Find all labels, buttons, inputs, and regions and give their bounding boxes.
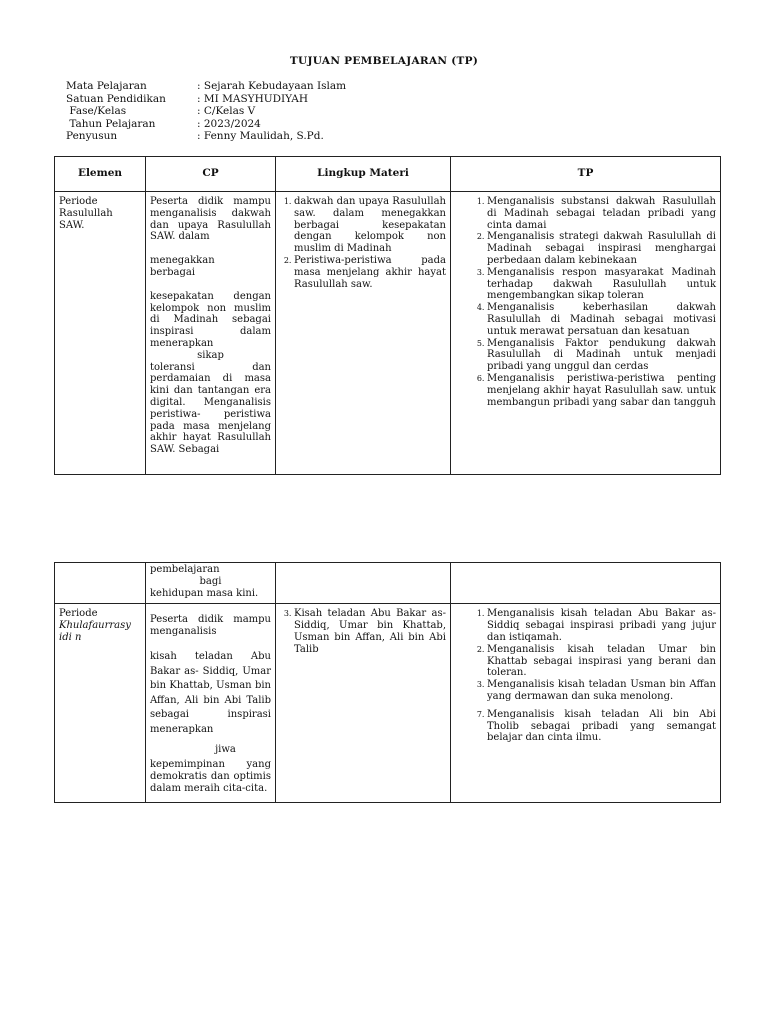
list-item: 2. Menganalisis strategi dakwah Rasulullah di Madinah sebagai inspirasi menghargai perbedaan dalam kebinekaan	[487, 231, 716, 266]
table-row	[55, 563, 721, 604]
cp-cell	[146, 604, 276, 803]
meta-value: : Sejarah Kebudayaan Islam	[197, 80, 347, 92]
list-item: 2. Peristiwa-peristiwa pada masa menjelang akhir hayat Rasulullah saw.	[294, 255, 446, 290]
cp-cell	[146, 563, 276, 604]
lingkup-materi-cell	[276, 563, 451, 604]
cp-text: kehidupan masa kini.	[150, 587, 259, 599]
meta-row-author	[66, 130, 346, 143]
list-item: 1. Menganalisis kisah teladan Abu Bakar as- Siddiq sebagai inspirasi pribadi yang jujur dan istiqamah.	[487, 608, 716, 643]
table-row	[55, 604, 721, 803]
elemen-text: Periode	[59, 608, 98, 620]
lingkup-materi-list	[280, 608, 446, 655]
header-elemen: Elemen	[55, 157, 146, 192]
tp-table-page-2	[54, 562, 721, 803]
header-lingkup-materi: Lingkup Materi	[276, 157, 451, 192]
meta-value: : C/Kelas V	[197, 105, 256, 117]
elemen-text: Khulafaurrasy idi n	[59, 620, 131, 643]
tp-list	[455, 608, 716, 744]
elemen-cell	[55, 604, 146, 803]
list-item: 1. Menganalisis substansi dakwah Rasulullah di Madinah sebagai teladan pribadi yang cinta damai	[487, 196, 716, 231]
meta-row-phase	[66, 105, 346, 118]
meta-label: Penyusun	[66, 130, 118, 142]
table-header-row	[55, 157, 721, 192]
list-item: 3. Menganalisis kisah teladan Usman bin Affan yang dermawan dan suka menolong.	[487, 679, 716, 703]
cp-cell	[146, 192, 276, 475]
meta-row-school	[66, 93, 346, 106]
meta-label: Fase/Kelas	[66, 105, 127, 117]
elemen-cell	[55, 192, 146, 475]
tp-cell	[451, 563, 721, 604]
meta-label: Tahun Pelajaran	[66, 117, 156, 130]
list-item: 1. dakwah dan upaya Rasulullah saw. dalam menegakkan berbagai kesepakatan dengan kelompok non muslim di Madinah	[294, 196, 446, 255]
header-tp: TP	[451, 157, 721, 192]
meta-row-year	[66, 118, 346, 131]
list-item: 5. Menganalisis Faktor pendukung dakwah Rasulullah di Madinah untuk menjadi pribadi yang unggul dan cerdas	[487, 338, 716, 373]
tp-list	[455, 196, 716, 408]
list-item: 2. Menganalisis kisah teladan Umar bin Khattab sebagai inspirasi yang berani dan toleran.	[487, 644, 716, 679]
list-item: 6. Menganalisis peristiwa-peristiwa penting menjelang akhir hayat Rasulullah saw. untuk membangun pribadi yang sabar dan tangguh	[487, 373, 716, 408]
tp-cell	[451, 192, 721, 475]
elemen-text: Periode Rasulullah SAW.	[59, 196, 113, 231]
document-info	[66, 80, 346, 143]
cp-text: toleransi dan perdamaian di masa kini dan tantangan era digital. Menganalisis peristiwa- peristiwa pada masa menjelang akhir hayat Rasulullah SAW. Sebagai	[150, 361, 271, 456]
header-cp: CP	[146, 157, 276, 192]
cp-text: sikap	[197, 349, 224, 361]
cp-text: Peserta didik mampu menganalisis	[150, 614, 271, 638]
list-item: 7. Menganalisis kisah teladan Ali bin Abi Tholib sebagai pribadi yang semangat belajar dan cinta ilmu.	[487, 709, 716, 744]
cp-text: kesepakatan dengan kelompok non muslim di Madinah sebagai inspirasi dalam menerapkan	[150, 290, 271, 349]
cp-text: bagi	[199, 575, 222, 587]
lingkup-materi-list	[280, 196, 446, 290]
meta-row-subject	[66, 80, 346, 93]
cp-text: menegakkan berbagai	[150, 255, 215, 278]
meta-label: Satuan Pendidikan	[66, 92, 166, 105]
meta-value: : MI MASYHUDIYAH	[197, 92, 308, 105]
cp-text: Peserta didik mampu menganalisis dakwah dan upaya Rasulullah SAW. dalam	[150, 196, 271, 243]
list-item: 4. Menganalisis keberhasilan dakwah Rasulullah di Madinah sebagai motivasi untuk merawat persatuan dan kesatuan	[487, 302, 716, 337]
meta-value: : Fenny Maulidah, S.Pd.	[197, 130, 324, 142]
cp-text: pembelajaran	[150, 564, 220, 575]
lingkup-materi-cell	[276, 604, 451, 803]
tp-table-page-1	[54, 156, 721, 475]
list-item: 3. Kisah teladan Abu Bakar as- Siddiq, Umar bin Khattab, Usman bin Affan, Ali bin Abi Talib	[294, 608, 446, 655]
cp-text: kisah teladan Abu Bakar as- Siddiq, Umar bin Khattab, Usman bin Affan, Ali bin Abi Talib sebagai inspirasi menerapkan	[150, 650, 271, 735]
list-item: 3. Menganalisis respon masyarakat Madinah terhadap dakwah Rasulullah untuk mengembangkan sikap toleran	[487, 267, 716, 302]
cp-text: jiwa	[215, 743, 236, 755]
table-row	[55, 192, 721, 475]
cp-text: kepemimpinan yang demokratis dan optimis dalam meraih cita-cita.	[150, 759, 271, 794]
elemen-cell	[55, 563, 146, 604]
page-title: TUJUAN PEMBELAJARAN (TP)	[289, 55, 479, 67]
lingkup-materi-cell	[276, 192, 451, 475]
meta-value: : 2023/2024	[197, 117, 261, 130]
tp-cell	[451, 604, 721, 803]
meta-label: Mata Pelajaran	[66, 80, 147, 92]
